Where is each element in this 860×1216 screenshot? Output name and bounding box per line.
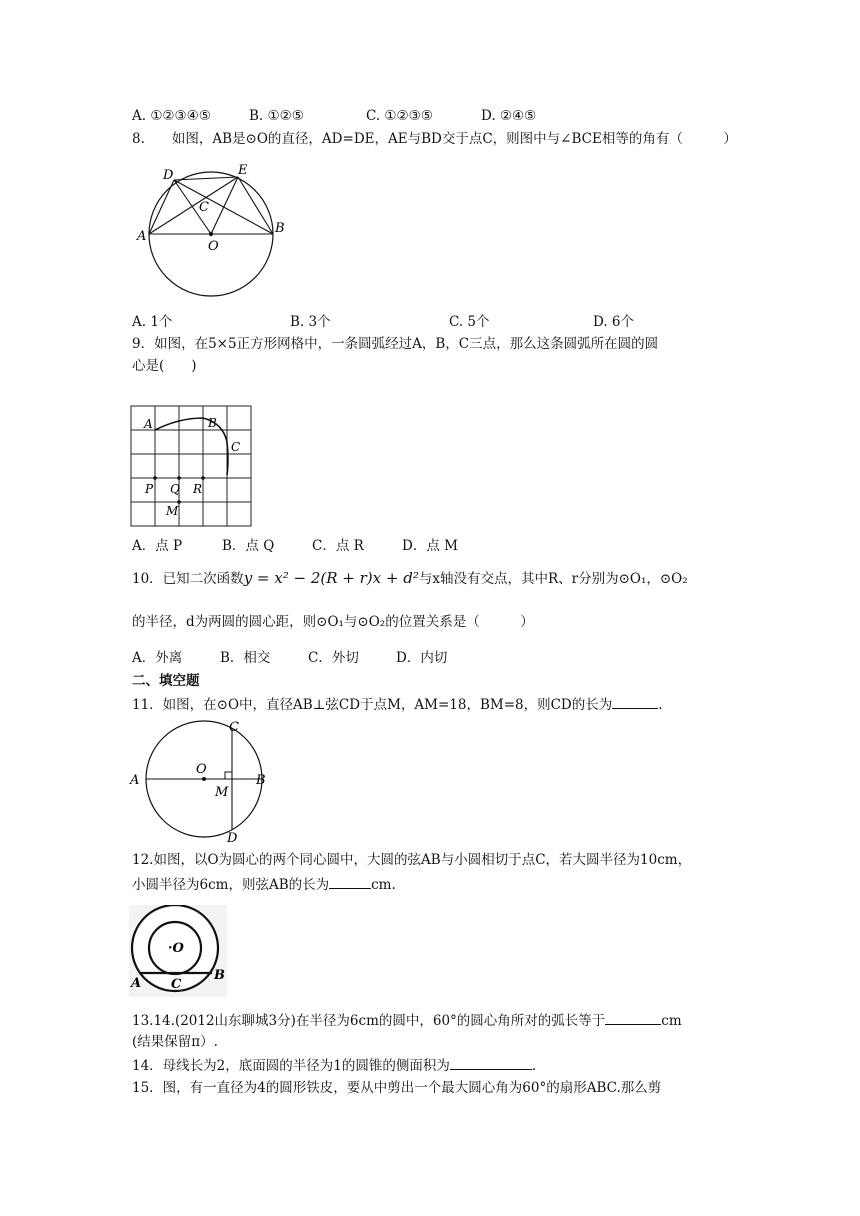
q11-label-c: C bbox=[229, 720, 239, 735]
q9-label-a: A bbox=[144, 417, 153, 431]
q12-text-post: cm. bbox=[371, 877, 396, 893]
q9-label-b: B bbox=[208, 416, 217, 430]
q13-question-line2: (结果保留π）. bbox=[132, 1034, 218, 1050]
q9-option-a: A．点 P bbox=[132, 538, 183, 554]
q12-question-line2 bbox=[132, 874, 396, 895]
q8-line-eb bbox=[238, 177, 273, 234]
q10-text-post: 与x轴没有交点，其中R、r分别为⊙O₁，⊙O₂ bbox=[418, 571, 688, 587]
q9-option-d: D．点 M bbox=[402, 538, 458, 554]
q8-center-dot bbox=[209, 232, 213, 236]
q9-option-c: C．点 R bbox=[312, 538, 364, 554]
q11-label-m: M bbox=[215, 785, 229, 800]
q10-formula: y = x² − 2(R + r)x + d² bbox=[243, 569, 419, 587]
q10-options bbox=[132, 648, 447, 668]
q12-label-c: C bbox=[171, 977, 182, 992]
q9-label-c: C bbox=[231, 440, 241, 454]
q7-option-a: A. ①②③④⑤ bbox=[132, 108, 211, 124]
q11-answer-blank[interactable] bbox=[612, 694, 658, 709]
q7-option-c: C. ①②③⑤ bbox=[366, 108, 433, 124]
q12-text-pre: 小圆半径为6cm，则弦AB的长为 bbox=[132, 877, 330, 893]
q9-arc bbox=[155, 418, 228, 475]
q13-question bbox=[132, 1010, 682, 1031]
q12-question-line1: 12.如图，以O为圆心的两个同心圆中，大圆的弦AB与小圆相切于点C，若大圆半径为10cm， bbox=[132, 852, 692, 868]
q8-figure bbox=[130, 158, 300, 318]
q9-label-m: M bbox=[166, 504, 179, 518]
q11-label-a: A bbox=[130, 773, 140, 788]
q14-text: 14．母线长为2，底面圆的半径为1的圆锥的侧面积为 bbox=[132, 1058, 450, 1074]
q9-question-line2: 心是( ) bbox=[132, 358, 197, 374]
q13-answer-blank[interactable] bbox=[605, 1010, 661, 1025]
q9-option-b: B．点 Q bbox=[222, 538, 275, 554]
q8-label-o: O bbox=[208, 239, 219, 254]
q9-label-r: R bbox=[193, 482, 203, 496]
q10-text-pre: 10．已知二次函数 bbox=[132, 571, 244, 587]
q7-options bbox=[132, 106, 536, 126]
q12-label-a: A bbox=[131, 976, 142, 991]
q8-option-a: A. 1个 bbox=[132, 314, 173, 330]
q8-question: 8. 如图，AB是⊙O的直径，AD=DE，AE与BD交于点C，则图中与∠BCE相等的角有（ ） bbox=[132, 131, 737, 147]
q12-figure bbox=[129, 905, 227, 997]
q9-label-p: P bbox=[145, 482, 154, 496]
q14-end: . bbox=[531, 1058, 537, 1074]
q12-label-o: ·O bbox=[168, 941, 184, 956]
q15-question: 15．图，有一直径为4的圆形铁皮，要从中剪出一个最大圆心角为60°的扇形ABC.那么剪 bbox=[132, 1080, 662, 1096]
q8-label-d: D bbox=[163, 168, 174, 183]
q11-label-d: D bbox=[227, 831, 238, 844]
q13-unit: cm bbox=[661, 1013, 682, 1029]
q8-option-c: C. 5个 bbox=[449, 314, 490, 330]
q12-label-b: B bbox=[214, 968, 225, 983]
q11-label-b: B bbox=[256, 773, 266, 788]
q10-option-c: C．外切 bbox=[308, 650, 359, 666]
q8-option-b: B. 3个 bbox=[290, 314, 331, 330]
q10-option-d: D．内切 bbox=[396, 650, 448, 666]
q9-options bbox=[132, 536, 458, 556]
q10-option-b: B．相交 bbox=[220, 650, 271, 666]
section-title: 二、填空题 bbox=[132, 673, 200, 689]
q9-label-q: Q bbox=[170, 482, 180, 496]
q8-label-a: A bbox=[137, 229, 147, 244]
q7-option-b: B. ①②⑤ bbox=[249, 108, 304, 124]
q11-label-o: O bbox=[196, 762, 207, 777]
q10-question-line1 bbox=[132, 568, 688, 589]
q10-option-a: A．外离 bbox=[132, 650, 183, 666]
q12-answer-blank[interactable] bbox=[329, 874, 371, 889]
q14-answer-blank[interactable] bbox=[450, 1055, 532, 1070]
q8-label-c: C bbox=[199, 200, 209, 215]
q8-options bbox=[132, 312, 634, 332]
q11-question bbox=[132, 694, 663, 715]
q11-right-angle bbox=[225, 772, 232, 779]
q11-end: . bbox=[658, 697, 663, 713]
q13-text: 13.14.(2012山东聊城3分)在半径为6cm的圆中，60°的圆心角所对的弧长等于 bbox=[132, 1013, 606, 1029]
q11-figure bbox=[128, 718, 273, 844]
q9-question-line1: 9．如图，在5×5正方形网格中，一条圆弧经过A，B，C三点，那么这条圆弧所在圆的圆 bbox=[132, 336, 659, 352]
q11-text: 11．如图，在⊙O中，直径AB⊥弦CD于点M，AM=18，BM=8，则CD的长为 bbox=[132, 697, 613, 713]
q8-option-d: D. 6个 bbox=[593, 314, 635, 330]
q8-label-b: B bbox=[275, 221, 285, 236]
q8-label-e: E bbox=[238, 163, 248, 178]
q7-option-d: D. ②④⑤ bbox=[481, 108, 537, 124]
q10-question-line2: 的半径，d为两圆的圆心距，则⊙O₁与⊙O₂的位置关系是（ ） bbox=[132, 614, 534, 630]
q14-question bbox=[132, 1055, 536, 1076]
q9-figure bbox=[130, 405, 254, 529]
